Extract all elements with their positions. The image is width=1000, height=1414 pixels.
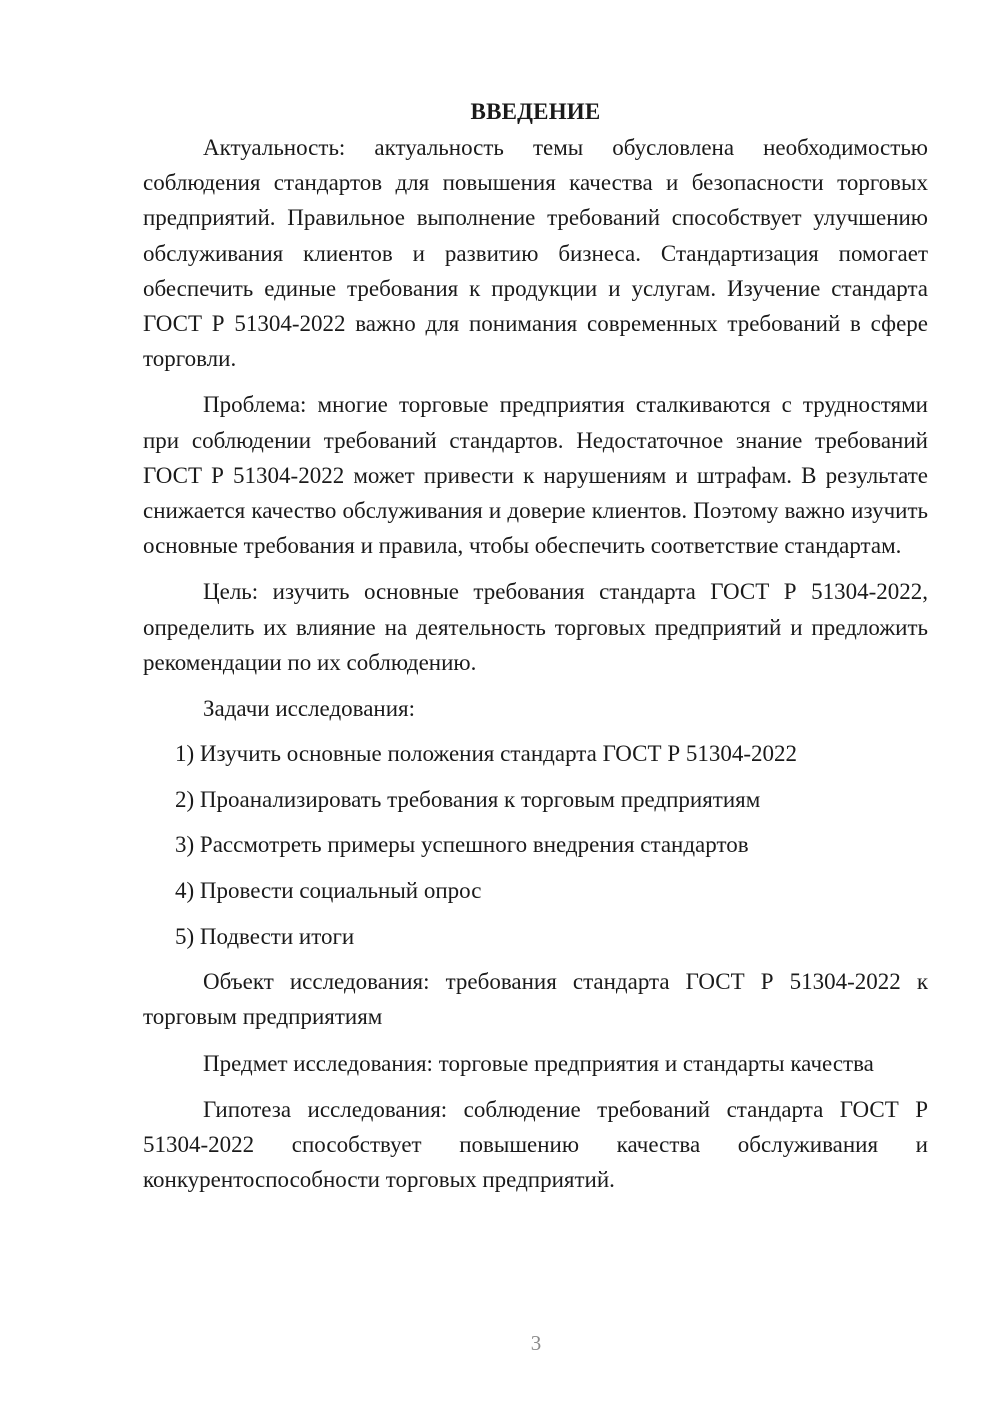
list-item: 4) Провести социальный опрос: [175, 878, 482, 904]
list-item: 2) Проанализировать требования к торговым предприятиям: [175, 786, 761, 812]
paragraph-object: Объект исследования: требования стандарта ГОСТ Р 51304-2022 к торговым предприятиям: [143, 969, 928, 1030]
paragraph-subject: Предмет исследования: торговые предприятия и стандарты качества: [203, 1050, 874, 1076]
tasks-heading: Задачи исследования:: [203, 696, 416, 722]
list-item: 1) Изучить основные положения стандарта ГОСТ Р 51304-2022: [175, 741, 798, 767]
paragraph-relevance: Актуальность: актуальность темы обусловлена необходимостью соблюдения стандартов для повышения качества и безопасности торговых предприятий. Правильное выполнение требований способствует улучшению обслуживания клиентов и развитию бизнеса. Стандартизация помогает обеспечить единые требования к продукции и услугам. Изучение стандарта ГОСТ Р 51304-2022 важно для понимания современных требований в сфере торговли.: [143, 135, 928, 372]
paragraph-goal: Цель: изучить основные требования стандарта ГОСТ Р 51304-2022, определить их влияние на деятельность торговых предприятий и предложить рекомендации по их соблюдению.: [143, 579, 928, 675]
list-item: 5) Подвести итоги: [175, 923, 355, 949]
page-number: 3: [530, 1331, 542, 1355]
tasks-list: [143, 736, 928, 954]
paragraph-hypothesis: Гипотеза исследования: соблюдение требований стандарта ГОСТ Р 51304-2022 способствует повышению качества обслуживания и конкурентоспособности торговых предприятий.: [143, 1096, 928, 1193]
list-item: 3) Рассмотреть примеры успешного внедрения стандартов: [175, 832, 749, 858]
document-body: [143, 94, 928, 1208]
paragraph-problem: Проблема: многие торговые предприятия сталкиваются с трудностями при соблюдении требований стандартов. Недостаточное знание требований ГОСТ Р 51304-2022 может привести к нарушениям и штрафам. В результате снижается качество обслуживания и доверие клиентов. Поэтому важно изучить основные требования и правила, чтобы обеспечить соответствие стандартам.: [143, 392, 928, 559]
page-title: ВВЕДЕНИЕ: [470, 99, 601, 124]
